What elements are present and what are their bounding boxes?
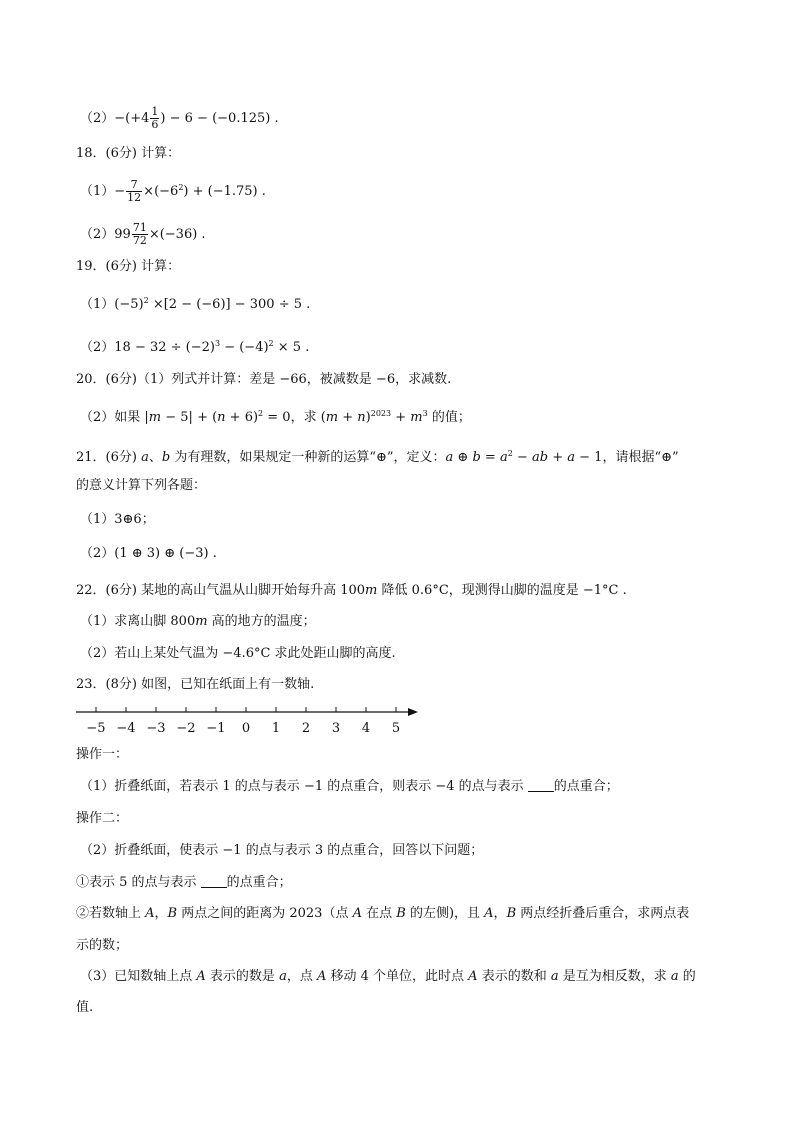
expr-text: 的 xyxy=(678,969,696,984)
expr-text: 、 xyxy=(148,450,162,465)
expr-text: ，点 xyxy=(286,969,317,984)
variable: m xyxy=(365,583,378,598)
exponent: 2 xyxy=(143,296,149,305)
q19-part1 xyxy=(80,292,310,314)
expr-text: 的值； xyxy=(427,410,471,425)
fraction-numerator: 71 xyxy=(132,221,147,234)
number-line-label: 4 xyxy=(361,721,371,736)
q19-part2 xyxy=(80,335,309,357)
q23-part1 xyxy=(80,778,619,796)
expr-text: （2）99 xyxy=(80,227,131,242)
exponent: 2 xyxy=(268,339,274,348)
q23-part3 xyxy=(80,968,696,986)
number-line-label: 5 xyxy=(391,721,401,736)
q20-part2 xyxy=(80,405,471,427)
q22-part1 xyxy=(80,613,316,631)
expr-text: 的点重合； xyxy=(226,875,292,890)
expr-text: ) − 6 − (−0.125) . xyxy=(160,111,279,126)
number-line-label: −2 xyxy=(176,721,196,736)
expr-text: 高的地方的温度； xyxy=(207,614,316,629)
q23-part2-ii-continuation: 示的数； xyxy=(76,938,129,953)
variable: m xyxy=(148,410,162,425)
part-label: （2） xyxy=(80,111,115,126)
expr-text: × 5 . xyxy=(273,340,310,355)
q23-part2: （2）折叠纸面，使表示 −1 的点与表示 3 的点重合，回答以下问题； xyxy=(80,843,484,858)
expr-text: − (−4) xyxy=(220,340,269,355)
q21-heading xyxy=(76,445,679,467)
variable: A xyxy=(484,906,494,921)
expr-text: − xyxy=(512,450,532,465)
expr-text: 降低 0.6°C，现测得山脚的温度是 −1°C . xyxy=(377,583,627,598)
number-line-label: −3 xyxy=(146,721,166,736)
operation-two-label: 操作二： xyxy=(76,811,129,826)
expr-text: 表示的数是 xyxy=(205,969,280,984)
variable: B xyxy=(396,906,406,921)
expr-text: 22．(6分) 某地的高山气温从山脚开始每升高 100 xyxy=(76,583,366,598)
fraction-denominator: 72 xyxy=(132,234,147,247)
expr-text: 为有理数，如果规定一种新的运算“⊕”，定义： xyxy=(170,450,446,465)
q18-part2 xyxy=(80,222,206,247)
expr-text: 两点经折叠后重合，求两点表 xyxy=(516,906,690,921)
expr-text: （1）求离山脚 800 xyxy=(80,614,196,629)
expr-text: 是互为相反数，求 xyxy=(558,969,671,984)
variable: a xyxy=(567,450,576,465)
expr-text: ， xyxy=(493,906,507,921)
number-line-label: −4 xyxy=(116,721,136,736)
number-line-label: −5 xyxy=(86,721,106,736)
expr-text: + xyxy=(548,450,568,465)
expr-text: （1）折叠纸面，若表示 1 的点与表示 −1 的点重合，则表示 −4 的点与表示 xyxy=(80,779,528,794)
variable: A xyxy=(316,969,327,984)
arrow-icon xyxy=(408,708,418,716)
expr-text: ×[2 − (−6)] − 300 ÷ 5 . xyxy=(148,297,311,312)
variable: n xyxy=(217,410,226,425)
number-line-label: 2 xyxy=(301,721,311,736)
q22-part2: （2）若山上某处气温为 −4.6°C 求此处距山脚的高度. xyxy=(80,646,396,661)
expr-text: （1）(−5) xyxy=(80,297,144,312)
expr-text: + xyxy=(338,410,358,425)
exponent: 2 xyxy=(507,449,513,458)
exponent: 3 xyxy=(214,339,221,348)
q22-heading xyxy=(76,582,627,600)
variable: b xyxy=(472,450,481,465)
fraction-denominator: 6 xyxy=(151,118,159,131)
expr-text: = 0，求 ( xyxy=(263,410,326,425)
expr-text: ， xyxy=(154,906,168,921)
expr-text: （3）已知数轴上点 xyxy=(80,969,197,984)
q18-part1 xyxy=(80,179,266,204)
expr-text: 在点 xyxy=(361,906,397,921)
q23-part2-ii xyxy=(76,905,689,923)
number-line-label: 1 xyxy=(271,721,281,736)
expr-text: 两点之间的距离为 2023（点 xyxy=(177,906,353,921)
expr-text: （1）− xyxy=(80,184,126,199)
expr-text: 移动 4 个单位，此时点 xyxy=(326,969,469,984)
q21-part2: （2）(1 ⊕ 3) ⊕ (−3) . xyxy=(80,546,217,561)
fraction xyxy=(132,222,148,247)
exponent: 3 xyxy=(422,409,428,418)
expr-text: 21．(6分) xyxy=(76,450,142,465)
answer-blank xyxy=(528,779,554,792)
q23-part2-i xyxy=(76,874,292,892)
expr-text: （2）如果 | xyxy=(80,410,149,425)
fraction xyxy=(150,106,159,131)
variable: B xyxy=(506,906,517,921)
expr-text: ②若数轴上 xyxy=(76,906,146,921)
variable: B xyxy=(167,906,178,921)
operation-one-label: 操作一： xyxy=(76,747,129,762)
expr-text: + xyxy=(391,410,411,425)
expr-text: ×(−6 xyxy=(143,184,179,199)
variable: b xyxy=(161,450,171,465)
fraction-denominator: 12 xyxy=(127,191,142,204)
exponent: 2 xyxy=(258,409,264,418)
variable: m xyxy=(325,410,339,425)
variable: a xyxy=(141,450,149,465)
variable: A xyxy=(468,969,478,984)
fraction-numerator: 1 xyxy=(151,105,159,118)
expr-text: ⊕ xyxy=(453,450,473,465)
expr-text: （2）18 − 32 ÷ (−2) xyxy=(80,340,215,355)
expr-text: 的左侧)，且 xyxy=(405,906,485,921)
expr-text: − 5| + ( xyxy=(161,410,218,425)
q20-heading: 20．(6分)（1）列式并计算：差是 −66，被减数是 −6，求减数. xyxy=(76,372,452,387)
q23-part3-continuation: 值. xyxy=(76,1000,94,1015)
variable: n xyxy=(357,410,366,425)
exponent: 2 xyxy=(178,183,184,192)
exponent: 2023 xyxy=(370,409,392,418)
fraction-numerator: 7 xyxy=(126,179,142,192)
q17-part2 xyxy=(80,106,279,131)
expr-text: − 1，请根据“⊕” xyxy=(575,450,679,465)
expr-text: 的点重合； xyxy=(553,779,619,794)
expr-text: ) + (−1.75) . xyxy=(183,184,266,199)
variable: a xyxy=(670,969,679,984)
number-line-label: −1 xyxy=(206,721,226,736)
variable: a xyxy=(445,450,454,465)
number-line-label: 0 xyxy=(241,721,251,736)
expr-text: = xyxy=(480,450,500,465)
variable: A xyxy=(196,969,206,984)
expr-text: −(+4 xyxy=(114,111,150,126)
q21-part1: （1）3⊕6； xyxy=(80,512,155,527)
expr-text: + 6) xyxy=(225,410,259,425)
q23-heading: 23．(8分) 如图，已知在纸面上有一数轴. xyxy=(76,677,315,692)
q21-continuation: 的意义计算下列各题： xyxy=(76,478,207,493)
q19-heading: 19．(6分) 计算： xyxy=(76,259,181,274)
variable: A xyxy=(145,906,155,921)
q18-heading: 18．(6分) 计算： xyxy=(76,146,181,161)
variable: a xyxy=(499,450,508,465)
variable: A xyxy=(352,906,362,921)
variable: m xyxy=(410,410,423,425)
variable: a xyxy=(550,969,559,984)
variable: a xyxy=(279,969,287,984)
variable: ab xyxy=(532,450,549,465)
expr-text: ) xyxy=(365,410,371,425)
expr-text: ×(−36) . xyxy=(148,227,206,242)
answer-blank xyxy=(201,875,227,888)
variable: m xyxy=(195,614,208,629)
fraction xyxy=(126,179,142,204)
number-line-label: 3 xyxy=(331,721,341,736)
expr-text: ①表示 5 的点与表示 xyxy=(76,875,201,890)
expr-text: 表示的数和 xyxy=(477,969,551,984)
number-line xyxy=(72,700,432,740)
